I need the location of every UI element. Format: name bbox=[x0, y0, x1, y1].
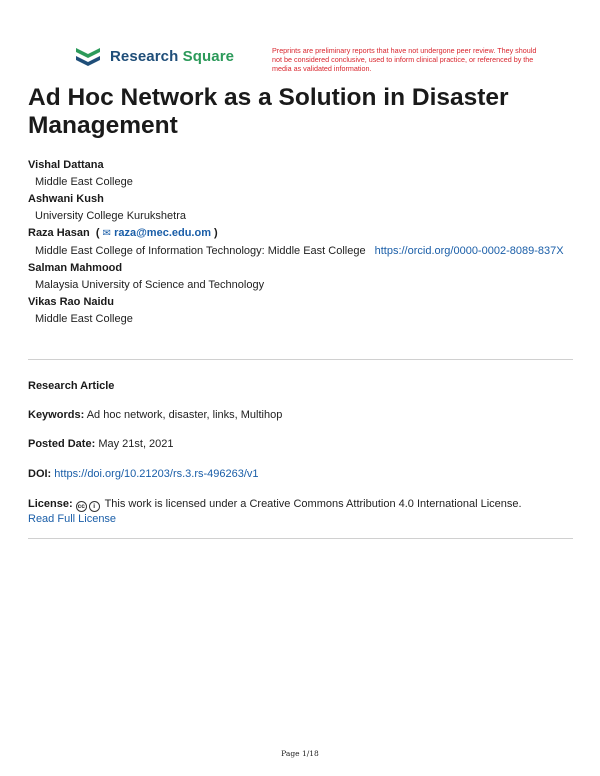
author-name: Salman Mahmood bbox=[28, 262, 123, 274]
author-entry bbox=[28, 295, 568, 326]
cc-icon: cc bbox=[77, 503, 85, 510]
article-type: Research Article bbox=[28, 380, 115, 392]
orcid-link[interactable]: https://orcid.org/0000-0002-8089-837X bbox=[374, 245, 564, 257]
research-square-icon bbox=[74, 46, 102, 66]
author-entry bbox=[28, 261, 568, 292]
author-name: Raza Hasan bbox=[28, 227, 90, 239]
divider bbox=[28, 538, 573, 539]
preprint-notice: Preprints are preliminary reports that have not undergone peer review. They should not be considered conclusive, used to inform clinical practice, or referenced by the media as validated information. bbox=[272, 46, 537, 73]
research-square-logo[interactable] bbox=[74, 46, 234, 66]
read-full-license-link[interactable]: Read Full License bbox=[28, 513, 117, 525]
author-name: Vikas Rao Naidu bbox=[28, 296, 114, 308]
doi-link[interactable]: https://doi.org/10.21203/rs.3.rs-496263/v1 bbox=[54, 468, 259, 480]
author-affiliation: Middle East College bbox=[35, 176, 133, 188]
author-name-with-email: Raza Hasan ( ✉ raza@mec.edu.om ) bbox=[28, 227, 218, 239]
author-name: Ashwani Kush bbox=[28, 193, 104, 205]
keywords bbox=[28, 408, 573, 423]
paper-title: Ad Hoc Network as a Solution in Disaster Management bbox=[28, 84, 509, 139]
doi bbox=[28, 467, 573, 482]
keywords-value: Ad hoc network, disaster, links, Multihop bbox=[86, 409, 283, 421]
license bbox=[28, 497, 573, 527]
author-affiliation: Middle East College bbox=[35, 313, 133, 325]
brand-name-part1: Research bbox=[110, 47, 179, 65]
page-number: Page 1/18 bbox=[281, 749, 319, 758]
author-entry bbox=[28, 226, 568, 258]
doi-label: DOI: bbox=[28, 468, 52, 480]
posted-date-value: May 21st, 2021 bbox=[98, 438, 174, 450]
author-name: Vishal Dattana bbox=[28, 159, 104, 171]
author-email-link[interactable]: raza@mec.edu.om bbox=[114, 227, 211, 239]
author-affiliation: University College Kurukshetra bbox=[35, 210, 187, 222]
author-list bbox=[28, 158, 568, 329]
author-affiliation bbox=[28, 244, 568, 258]
author-affiliation: Malaysia University of Science and Technology bbox=[35, 279, 265, 291]
brand-name bbox=[110, 48, 234, 65]
author-entry bbox=[28, 192, 568, 223]
author-affiliation-text: Middle East College of Information Technology: Middle East College bbox=[35, 245, 366, 257]
brand-name-part2: Square bbox=[182, 47, 235, 65]
author-entry bbox=[28, 158, 568, 189]
divider bbox=[28, 359, 573, 360]
keywords-label: Keywords: bbox=[28, 409, 85, 421]
license-text: This work is licensed under a Creative Commons Attribution 4.0 International License. bbox=[104, 498, 522, 510]
posted-date bbox=[28, 437, 573, 452]
license-label: License: bbox=[28, 498, 73, 510]
posted-date-label: Posted Date: bbox=[28, 438, 96, 450]
by-icon: i bbox=[89, 501, 100, 512]
envelope-icon: ✉ bbox=[102, 228, 111, 239]
